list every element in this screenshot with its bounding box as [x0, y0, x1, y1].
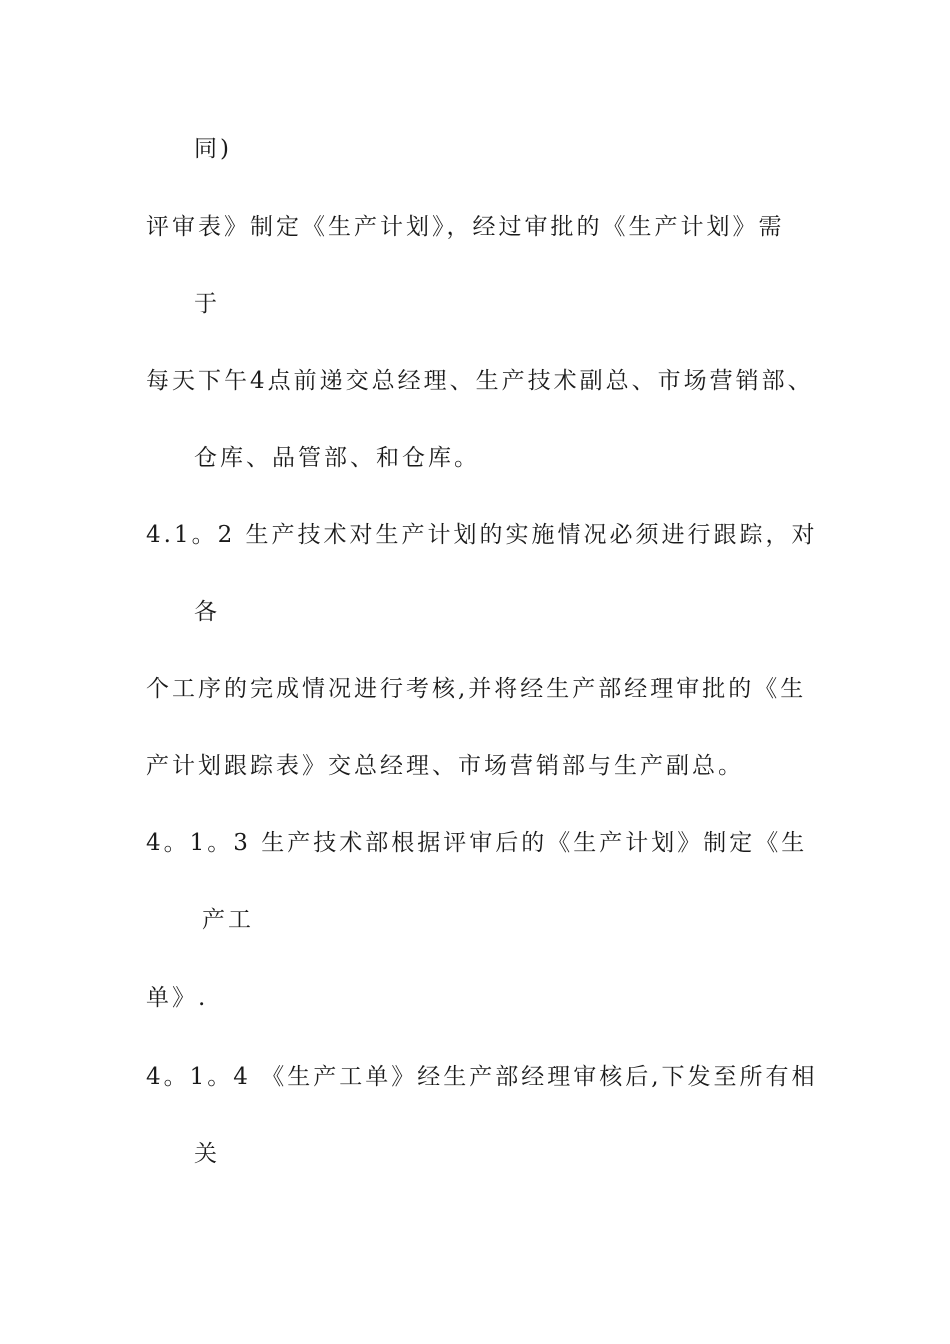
text-line: 产工 [202, 907, 254, 933]
text-line: 产计划跟踪表》交总经理、市场营销部与生产副总。 [146, 753, 744, 779]
text-line: 关 [194, 1141, 220, 1167]
text-line: 4.1。2 生产技术对生产计划的实施情况必须进行跟踪，对 [146, 522, 818, 548]
text-line: 4。1。3 生产技术部根据评审后的《生产计划》制定《生 [146, 830, 808, 856]
text-line: 4。1。4 《生产工单》经生产部经理审核后,下发至所有相 [146, 1064, 818, 1090]
text-line: 同) [194, 136, 232, 162]
text-line: 仓库、品管部、和仓库。 [194, 445, 480, 471]
text-line: 单》. [146, 985, 209, 1011]
text-line: 个工序的完成情况进行考核,并将经生产部经理审批的《生 [146, 676, 807, 702]
text-line: 各 [194, 599, 220, 625]
text-line: 每天下午4点前递交总经理、生产技术副总、市场营销部、 [146, 368, 814, 394]
text-line: 评审表》制定《生产计划》，经过审批的《生产计划》需 [146, 214, 785, 240]
text-line: 于 [194, 291, 220, 317]
